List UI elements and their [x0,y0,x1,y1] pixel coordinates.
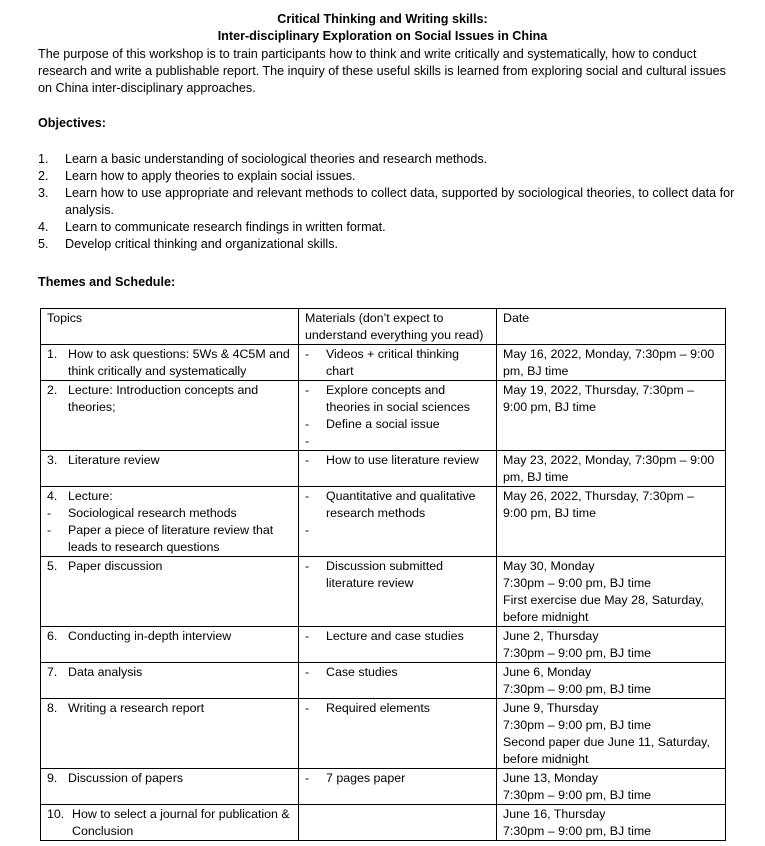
topic-cell: 10. How to select a journal for publication & Conclusion [41,805,299,841]
topic-cell: 2. Lecture: Introduction concepts and theories; [41,381,299,451]
date-cell: May 30, Monday 7:30pm – 9:00 pm, BJ time First exercise due May 28, Saturday, before midnight [497,557,726,627]
topic-cell: 8. Writing a research report [41,699,299,769]
table-row [41,451,726,487]
schedule-heading: Themes and Schedule: [38,275,176,289]
topic-cell: 3. Literature review [41,451,299,487]
materials-cell: - Discussion submitted literature review [299,557,497,627]
date-cell: June 2, Thursday 7:30pm – 9:00 pm, BJ time [497,627,726,663]
objectives-heading: Objectives: [38,116,106,130]
materials-cell: - How to use literature review [299,451,497,487]
intro-paragraph: The purpose of this workshop is to train participants how to think and write critically and systematically, how to conduct research and write a publishable report. The inquiry of these useful skills is learned from exploring social and cultural issues on China inter-disciplinary approaches. [38,47,726,95]
date-cell: June 16, Thursday 7:30pm – 9:00 pm, BJ time [497,805,726,841]
materials-cell: - Quantitative and qualitative research methods - [299,487,497,557]
document-title-line1: Critical Thinking and Writing skills: [277,12,488,26]
topic-cell: 4. Lecture: - Sociological research methods - Paper a piece of literature review that leads to research questions [41,487,299,557]
table-row [41,769,726,805]
objective-item: 4. Learn to communicate research findings in written format. [38,220,386,234]
objectives-list [38,151,738,253]
header-topics: Topics [41,309,299,345]
materials-cell: - Required elements [299,699,497,769]
table-row [41,487,726,557]
topic-cell: 5. Paper discussion [41,557,299,627]
header-materials: Materials (don’t expect to understand everything you read) [299,309,497,345]
topic-cell: 6. Conducting in-depth interview [41,627,299,663]
table-row [41,627,726,663]
table-row [41,381,726,451]
date-cell: June 6, Monday 7:30pm – 9:00 pm, BJ time [497,663,726,699]
objective-item: 3. Learn how to use appropriate and relevant methods to collect data, supported by sociological theories, to collect data for analysis. [38,186,735,217]
table-header-row [41,309,726,345]
header-date: Date [497,309,726,345]
date-cell: May 19, 2022, Thursday, 7:30pm – 9:00 pm, BJ time [497,381,726,451]
topic-cell: 9. Discussion of papers [41,769,299,805]
objective-item: 2. Learn how to apply theories to explain social issues. [38,169,356,183]
materials-cell: - 7 pages paper [299,769,497,805]
schedule-table [40,308,726,841]
table-row [41,663,726,699]
document-title-line2: Inter-disciplinary Exploration on Social Issues in China [217,29,548,43]
date-cell: May 16, 2022, Monday, 7:30pm – 9:00 pm, BJ time [497,345,726,381]
date-cell: May 23, 2022, Monday, 7:30pm – 9:00 pm, BJ time [497,451,726,487]
table-row [41,699,726,769]
date-cell: June 13, Monday 7:30pm – 9:00 pm, BJ time [497,769,726,805]
materials-cell: - Lecture and case studies [299,627,497,663]
materials-cell: - Case studies [299,663,497,699]
table-row [41,805,726,841]
materials-cell [299,805,497,841]
materials-cell: - Explore concepts and theories in social sciences - Define a social issue - [299,381,497,451]
materials-cell: - Videos + critical thinking chart [299,345,497,381]
objective-item: 5. Develop critical thinking and organizational skills. [38,237,339,251]
topic-cell: 7. Data analysis [41,663,299,699]
date-cell: May 26, 2022, Thursday, 7:30pm – 9:00 pm, BJ time [497,487,726,557]
date-cell: June 9, Thursday 7:30pm – 9:00 pm, BJ time Second paper due June 11, Saturday, before midnight [497,699,726,769]
table-row [41,345,726,381]
objective-item: 1. Learn a basic understanding of sociological theories and research methods. [38,152,488,166]
topic-cell: 1. How to ask questions: 5Ws & 4C5M and think critically and systematically [41,345,299,381]
table-row [41,557,726,627]
